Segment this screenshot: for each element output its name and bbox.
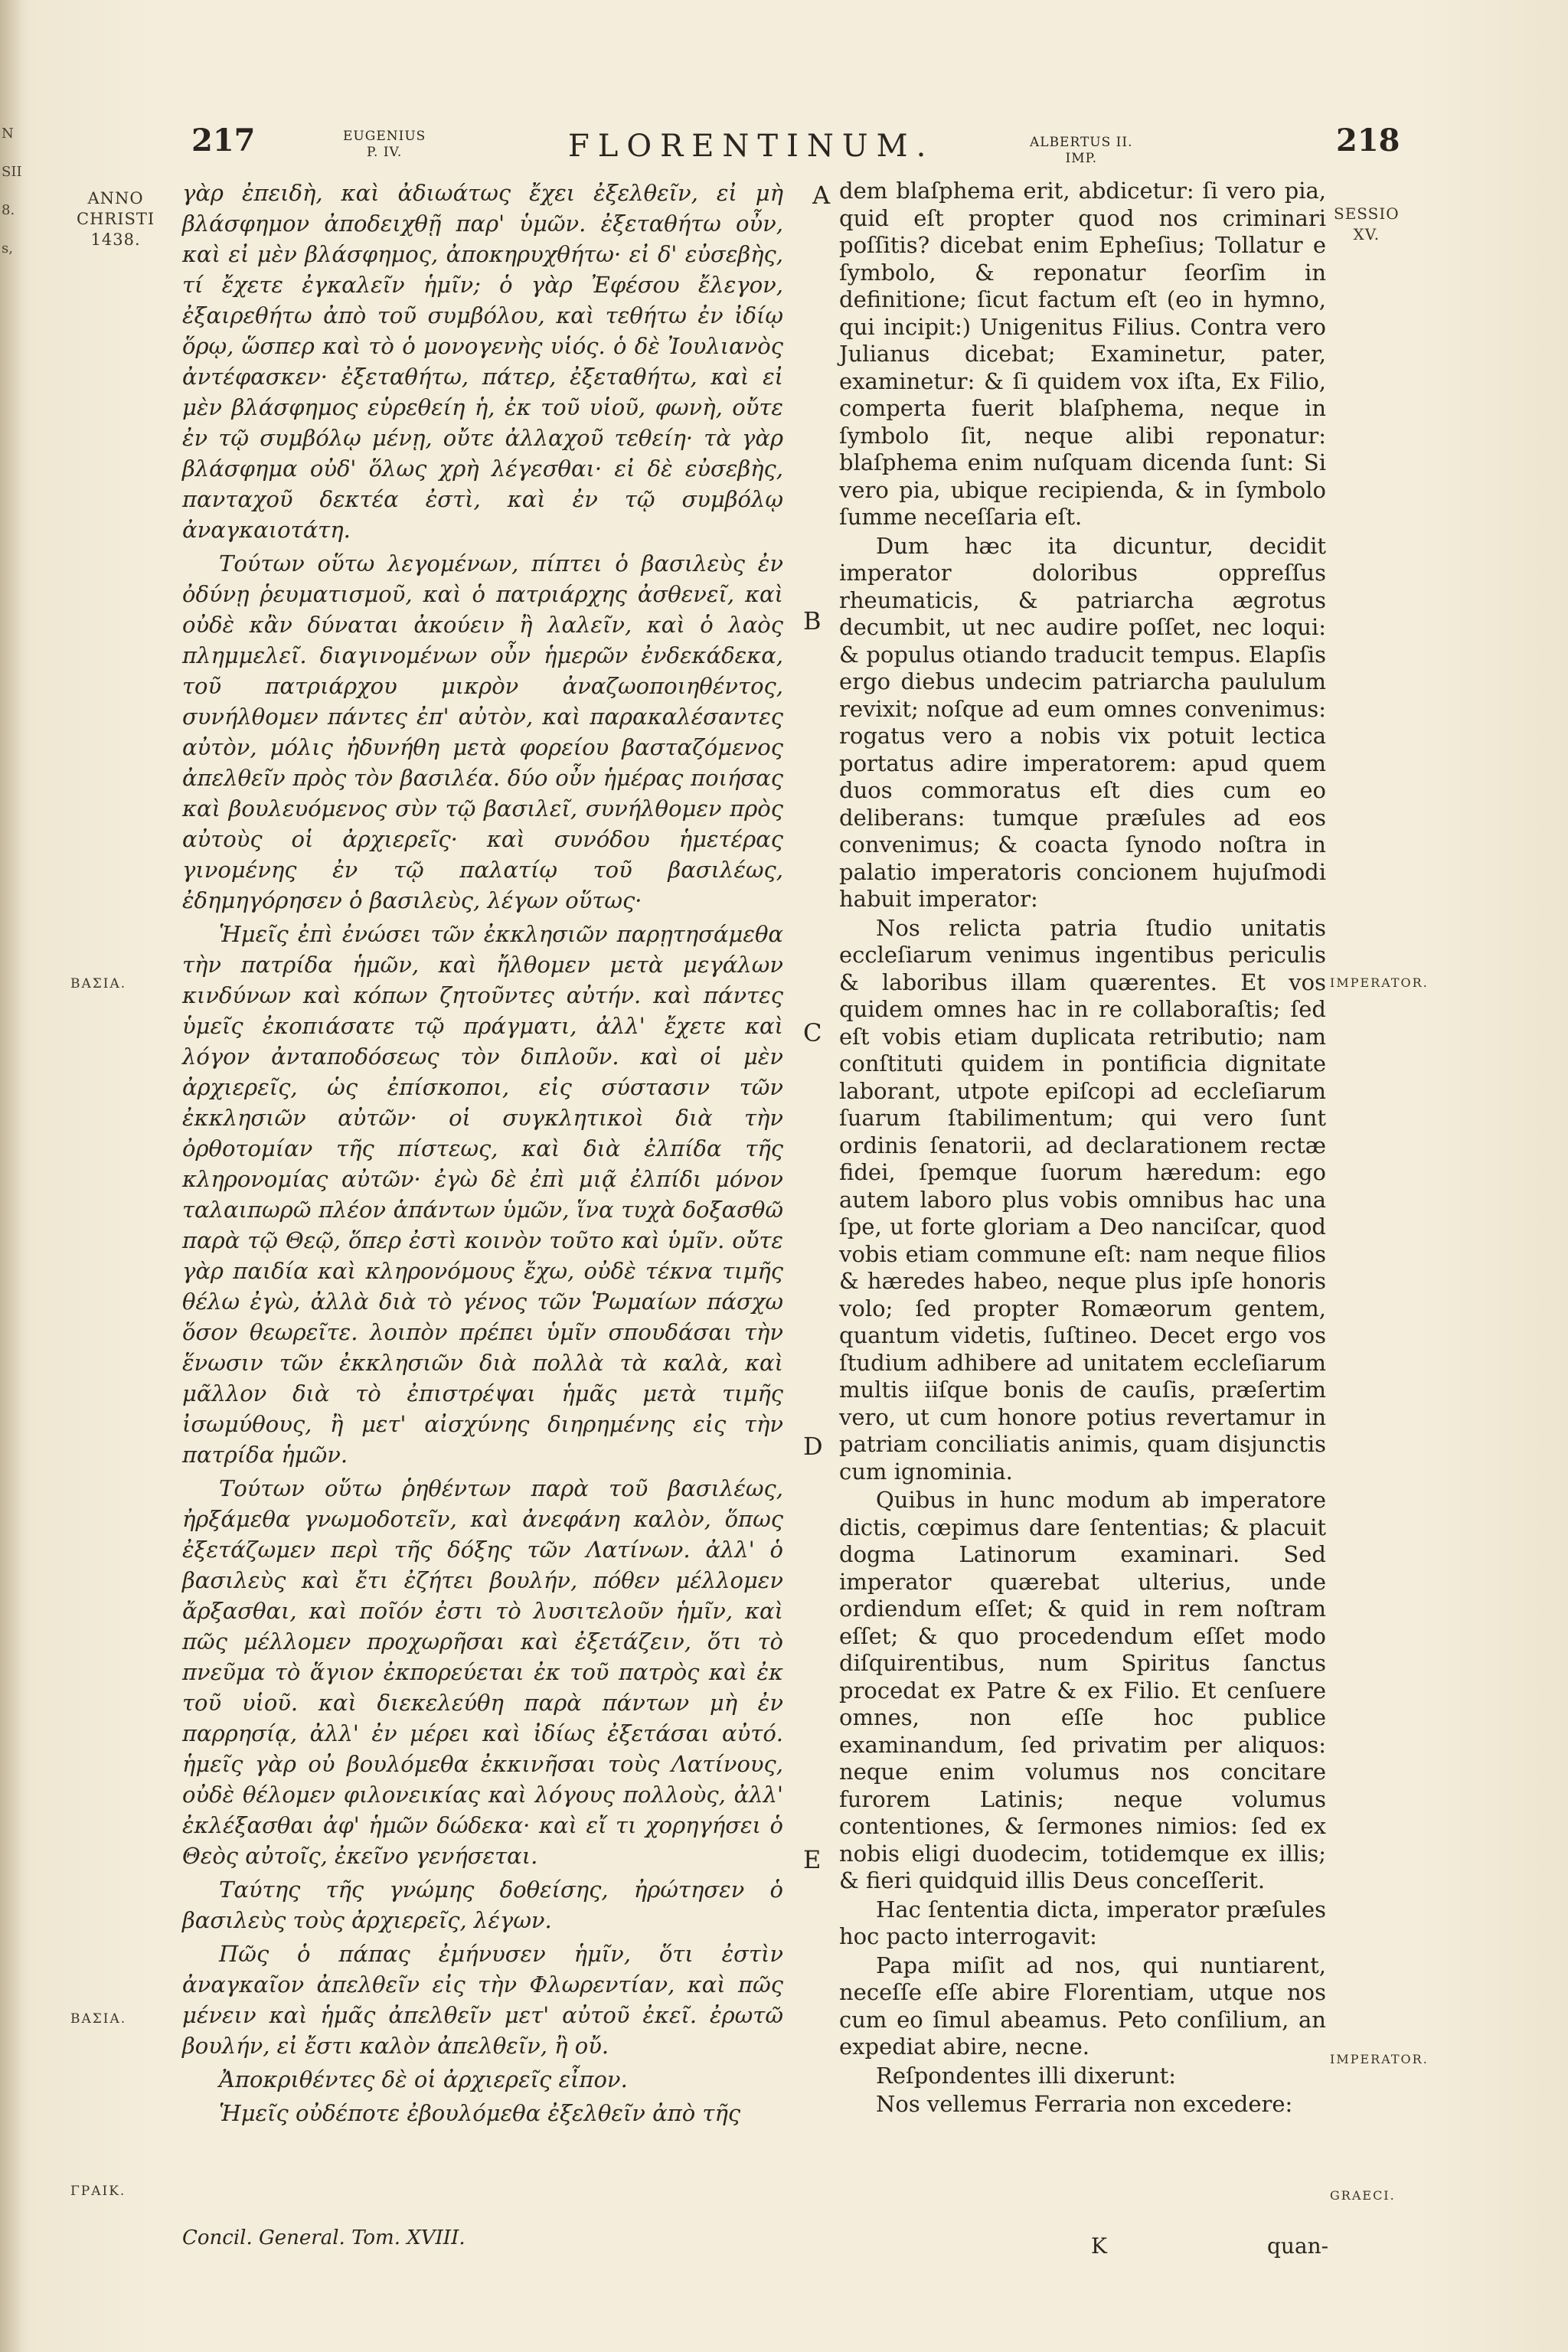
latin-paragraph: Reſpondentes illi dixerunt: — [876, 2062, 1177, 2089]
binding-gutter — [0, 0, 21, 2352]
margin-anno-christi: ANNO CHRISTI 1438. — [77, 189, 155, 249]
latin-paragraph: Papa miſit ad nos, qui nuntiarent, neceſſe eſſe abire Florentiam, utque nos cum eo ſimul abeamus. Peto conſilium, an expediat abire, necne. — [839, 1952, 1326, 2060]
greek-paragraph: Ἡμεῖς ἐπὶ ἐνώσει τῶν ἐκκλησιῶν παρῃτησάμεθα τὴν πατρίδα ἡμῶν, καὶ ἤλθομεν μετὰ μεγάλων κινδύνων καὶ κόπων ζητοῦντες αὐτήν. καὶ πάντες ὑμεῖς ἐκοπιάσατε τῷ πράγματι, ἀλλ' ἔχετε καὶ λόγον ἀνταποδόσεως τὸν διπλοῦν. καὶ οἱ μὲν ἀρχιερεῖς, ὡς ἐπίσκοποι, εἰς σύστασιν τῶν ἐκκλησιῶν αὐτῶν· οἱ συγκλητικοὶ διὰ τὴν ὀρθοτομίαν τῆς πίστεως, καὶ διὰ ἐλπίδα τῆς κληρονομίας αὐτῶν· ἐγὼ δὲ ἐπὶ μιᾷ ἐλπίδι μόνον ταλαιπωρῶ πλέον ἁπάντων ὑμῶν, ἵνα τυχὰ δοξασθῶ παρὰ τῷ Θεῷ, ὅπερ ἐστὶ κοινὸν τοῦτο καὶ ὑμῖν. οὔτε γὰρ παιδία καὶ κληρονόμους ἔχω, οὐδὲ τέκνα τιμῆς θέλω ἐγὼ, ἀλλὰ διὰ τὸ γένος τῶν Ῥωμαίων πάσχω ὅσον θεωρεῖτε. λοιπὸν πρέπει ὑμῖν σπουδάσαι τὴν ἕνωσιν τῶν ἐκκλησιῶν διὰ πολλὰ τὰ καλὰ, καὶ μᾶλλον διὰ τὸ ἐπιστρέψαι ἡμᾶς μετὰ τιμῆς ἰσωμύθους, ἢ μετ' αἰσχύνης διηρημένης εἰς τὴν πατρίδα ἡμῶν. — [182, 921, 783, 1468]
speaker-label-3: ΓΡΑΙΚ. — [70, 2184, 126, 2199]
section-letter-e: E — [803, 1845, 822, 1874]
signature-mark: K — [1091, 2233, 1107, 2259]
greek-paragraph: γὰρ ἐπειδὴ, καὶ ἀδιωάτως ἔχει ἐξελθεῖν, εἰ μὴ βλάσφημον ἀποδειχθῇ παρ' ὑμῶν. ἐξεταθήτω οὖν, καὶ εἰ μὲν βλάσφημος, ἀποκηρυχθήτω· εἰ δ' εὐσεβὴς, τί ἔχετε ἐγκαλεῖν ἡμῖν; ὁ γὰρ Ἐφέσου ἔλεγον, ἐξαιρεθήτω ἀπὸ τοῦ συμβόλου, καὶ τεθήτω ἐν ἰδίῳ ὅρῳ, ὥσπερ καὶ τὸ ὁ μονογενὴς υἱός. ὁ δὲ Ἰουλιανὸς ἀντέφασκεν· ἐξεταθήτω, πάτερ, ἐξεταθήτω, καὶ εἰ μὲν βλάσφημος εὑρεθείη ἡ, ἐκ τοῦ υἱοῦ, φωνὴ, οὔτε ἐν τῷ συμβόλῳ μένῃ, οὔτε ἀλλαχοῦ τεθείη· τὰ γὰρ βλάσφημα οὐδ' ὅλως χρὴ λέγεσθαι· εἰ δὲ εὐσεβὴς, πανταχοῦ δεκτέα ἐστὶ, καὶ ἐν τῷ συμβόλῳ ἀναγκαιοτάτη. — [182, 180, 783, 543]
page-number-left: 217 — [191, 122, 256, 158]
speaker-label-imperator-2: IMPERATOR. — [1330, 2052, 1429, 2066]
section-letter-b: B — [803, 606, 822, 635]
greek-paragraph: Ἀποκριθέντες δὲ οἱ ἀρχιερεῖς εἶπον. — [219, 2066, 628, 2092]
speaker-label-imperator-1: IMPERATOR. — [1330, 975, 1429, 990]
speaker-label-2: ΒΑΣΙΑ. — [70, 2011, 127, 2027]
running-title: FLORENTINUM. — [568, 129, 935, 164]
greek-paragraph: Τούτων οὕτω ῥηθέντων παρὰ τοῦ βασιλέως, ἠρξάμεθα γνωμοδοτεῖν, καὶ ἀνεφάνη καλὸν, ὅπως ἐξετάζωμεν περὶ τῆς δόξης τῶν Λατίνων. ἀλλ' ὁ βασιλεὺς καὶ ἔτι ἐζήτει βουλήν, πόθεν μέλλομεν ἄρξασθαι, καὶ ποῖόν ἐστι τὸ λυσιτελοῦν ἡμῖν, καὶ πῶς μέλλομεν προχωρῆσαι καὶ ἐξετάζειν, ὅτι τὸ πνεῦμα τὸ ἅγιον ἐκπορεύεται ἐκ τοῦ πατρὸς καὶ ἐκ τοῦ υἱοῦ. καὶ διεκελεύθη παρὰ πάντων μὴ ἐν παρρησίᾳ, ἀλλ' ἐν μέρει καὶ ἰδίως ἐξετάσαι αὐτό. ἡμεῖς γὰρ οὐ βουλόμεθα ἐκκινῆσαι τοὺς Λατίνους, οὐδὲ θέλομεν φιλονεικίας καὶ λόγους πολλοὺς, ἀλλ' ἐκλέξασθαι ἀφ' ἡμῶν δώδεκα· καὶ εἴ τι χορηγήσει ὁ Θεὸς αὐτοῖς, ἐκεῖνο γενήσεται. — [182, 1475, 783, 1869]
latin-paragraph: Nos relicta patria ſtudio unitatis eccleſiarum venimus ingentibus periculis & laboribus illam quærentes. Et vos quidem omnes hac in re collaboraſtis; ſed eſt vobis etiam duplicata retributio; nam conſtituti quidem in pontificia dignitate laborant, utpote epiſcopi ad eccleſiarum ſuarum ſtabilimentum; qui vero ſunt ordinis ſenatorii, ad declarationem rectæ fidei, ſpemque ſuorum hæredum: ego autem laboro plus vobis omnibus hac una ſpe, ut forte gloriam a Deo nanciſcar, quod vobis etiam commune eſt: nam neque filios & hæredes habeo, neque plus ipſe honoris volo; ſed propter Romæorum gentem, quantum videtis, ſuſtineo. Decet ergo vos ſtudium adhibere ad unitatem eccleſiarum multis iiſque bonis de cauſis, præſertim vero, ut cum honore potius revertamur in patriam conciliatis animis, quam disjunctis cum ignominia. — [839, 914, 1326, 1485]
section-letter-c: C — [803, 1018, 822, 1047]
latin-paragraph: Dum hæc ita dicuntur, decidit imperator doloribus oppreſſus rheumaticis, & patriarcha ægrotus decumbit, ut nec audire poſſet, nec loqui: & populus otiando traducit tempus. Elapſis ergo diebus undecim patriarcha paululum revixit; noſque ad eum omnes convenimus: rogatus vero a nobis vix potuit lectica portatus adire imperatorem: apud quem duos commoratus eſt dies cum eo deliberans: tumque præſules ad eos convenimus; & coacta ſynodo noſtra in palatio imperatoris concionem hujuſmodi habuit imperator: — [839, 532, 1326, 912]
greek-column — [182, 178, 783, 2132]
greek-paragraph: Ἡμεῖς οὐδέποτε ἐβουλόμεθα ἐξελθεῖν ἀπὸ τῆς — [219, 2100, 741, 2126]
margin-sessio: SESSIO XV. — [1334, 204, 1400, 243]
latin-column — [839, 178, 1326, 2120]
catchword: quan- — [1267, 2233, 1329, 2259]
greek-paragraph: Πῶς ὁ πάπας ἐμήνυσεν ἡμῖν, ὅτι ἐστὶν ἀναγκαῖον ἀπελθεῖν εἰς τὴν Φλωρεντίαν, καὶ πῶς μένειν καὶ ἡμᾶς ἀπελθεῖν μετ' αὐτοῦ ἐκεῖ. ἐρωτῶ βουλήν, εἰ ἔστι καλὸν ἀπελθεῖν, ἢ οὔ. — [182, 1941, 783, 2059]
section-letter-a: A — [812, 181, 831, 210]
header-albertus: ALBERTUS II. IMP. — [1030, 135, 1133, 166]
latin-paragraph: Nos vellemus Ferraria non excedere: — [876, 2091, 1293, 2117]
latin-paragraph: dem blaſphema erit, abdicetur: ſi vero pia, quid eſt propter quod nos criminari poſſitis? dicebat enim Epheſius; Tollatur e ſymbolo, & reponatur ſeorſim in definitione; ſicut factum eſt (eo in hymno, qui incipit:) Unigenitus Filius. Contra vero Julianus dicebat; Examinetur, pater, examinetur: & ſi quidem vox iſta, Ex Filio, comperta fuerit blaſphema, neque in ſymbolo ſit, neque alibi reponatur: blaſphema enim nuſquam dicenda ſunt: Si vero pia, ubique recipienda, & in ſymbolo ſumme neceſſaria eſt. — [839, 178, 1326, 530]
speaker-label-1: ΒΑΣΙΑ. — [70, 976, 127, 991]
header-eugenius: EUGENIUS P. IV. — [343, 129, 426, 160]
greek-paragraph: Ταύτης τῆς γνώμης δοθείσης, ἠρώτησεν ὁ βασιλεὺς τοὺς ἀρχιερεῖς, λέγων. — [182, 1877, 783, 1933]
greek-paragraph: Τούτων οὕτω λεγομένων, πίπτει ὁ βασιλεὺς ἐν ὀδύνῃ ῥευματισμοῦ, καὶ ὁ πατριάρχης ἀσθενεῖ, καὶ οὐδὲ κἂν δύναται ἀκούειν ἢ λαλεῖν, καὶ ὁ λαὸς πλημμελεῖ. διαγινομένων οὖν ἡμερῶν ἐνδεκάδεκα, τοῦ πατριάρχου μικρὸν ἀναζωοποιηθέντος, συνήλθομεν πάντες ἐπ' αὐτὸν, καὶ παρακαλέσαντες αὐτὸν, μόλις ἠδυνήθη μετὰ φορείου βασταζόμενος ἀπελθεῖν πρὸς τὸν βασιλέα. δύο οὖν ἡμέρας ποιήσας καὶ βουλευόμενος σὺν τῷ βασιλεῖ, συνήλθομεν πρὸς αὐτοὺς οἱ ἀρχιερεῖς· καὶ συνόδου ἡμετέρας γινομένης ἐν τῷ παλατίῳ τοῦ βασιλέως, ἐδημηγόρησεν ὁ βασιλεὺς, λέγων οὕτως· — [182, 550, 783, 913]
previous-page-edge-text: N SII 8. s, — [2, 126, 22, 256]
latin-paragraph: Quibus in hunc modum ab imperatore dictis, cœpimus dare ſententias; & placuit dogma Latinorum examinari. Sed imperator quærebat ulterius, unde ordiendum eſſet; & quid in rem noſtram eſſet; & quo procedendum eſſet modo diſquirentibus, num Spiritus ſanctus procedat ex Patre & ex Filio. Et cenſuere omnes, non eſſe hoc publice examinandum, ſed privatim per aliquos: neque enim volumus nos concitare furorem Latinis; neque volumus contentiones, & ſermones nimios: ſed ex nobis eligi duodecim, totidemque ex illis; & fieri quidquid illis Deus conceſſerit. — [839, 1487, 1326, 1893]
section-letter-d: D — [803, 1432, 823, 1461]
latin-paragraph: Hac ſententia dicta, imperator præſules hoc pacto interrogavit: — [839, 1896, 1326, 1949]
page-number-right: 218 — [1336, 122, 1400, 158]
speaker-label-graeci: GRAECI. — [1330, 2188, 1396, 2203]
signature-line: Concil. General. Tom. XVIII. — [182, 2226, 466, 2249]
